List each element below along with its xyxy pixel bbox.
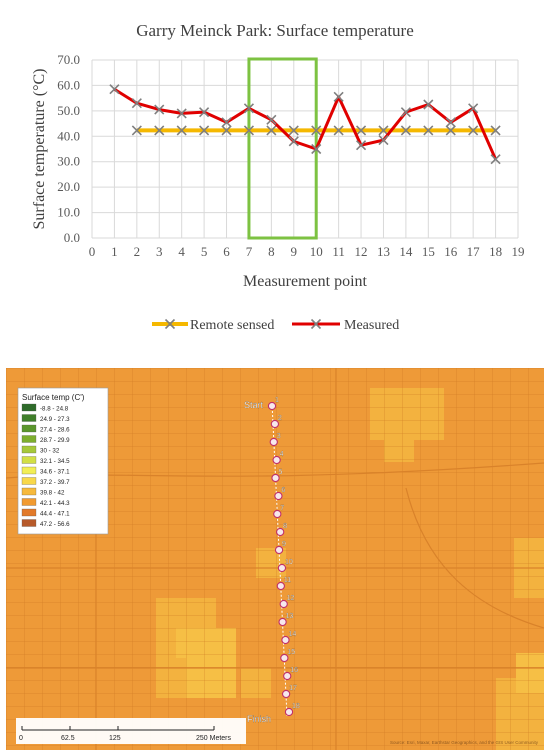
map-legend-label: 28.7 - 29.9 [40,437,70,444]
point-label: 12 [286,595,295,602]
x-tick-label: 5 [200,244,208,259]
map-legend-label: 30 - 32 [40,447,60,455]
point-label: 16 [290,667,299,674]
x-tick-label: 2 [133,244,141,259]
scale-label-250: 250 Meters [196,735,232,742]
x-tick-label: 0 [88,244,96,259]
map-attribution: Source: Esri, Maxar, Earthstar Geographics, and the GIS User Community [389,740,538,745]
map-legend-label: 39.8 - 42 [40,489,65,497]
map-legend-label: 34.6 - 37.1 [40,468,70,476]
map-legend-swatch [22,467,36,474]
point-label: 4 [279,451,284,458]
map-legend-swatch [22,478,36,485]
map-legend-swatch [22,457,36,464]
temperature-chart [0,0,550,350]
point-label: 10 [284,559,293,566]
point-label: 18 [292,703,300,710]
map-legend-swatch [22,499,36,506]
x-axis-label: Measurement point [243,273,367,290]
scale-bar [16,718,246,744]
x-tick-label: 11 [332,244,345,259]
map-legend-swatch [22,520,36,527]
y-tick-label: 20.0 [57,179,80,195]
map-legend-title: Surface temp (C') [22,393,85,402]
map-legend-swatch [22,446,36,453]
x-tick-label: 4 [178,244,185,259]
map-legend-label: 24.9 - 27.3 [40,416,70,423]
chart-legend [152,318,399,333]
finish-label: Finish [247,714,272,724]
y-tick-label: 40.0 [57,128,80,144]
y-axis-label: Surface temperature (°C) [31,68,48,230]
point-label: 13 [285,613,294,620]
map-legend-swatch [22,404,36,411]
map-legend-label: 47.2 - 56.6 [40,521,70,528]
x-tick-label: 18 [489,244,503,259]
x-tick-label: 9 [290,244,298,259]
map-legend-label: -8.8 - 24.8 [40,405,69,413]
x-tick-label: 10 [309,244,323,259]
series-layer [110,85,500,164]
point-label: 8 [283,523,288,530]
x-tick-label: 12 [354,244,368,259]
y-tick-label: 70.0 [57,52,80,67]
point-label: 17 [289,685,297,692]
x-tick-label: 7 [245,244,253,259]
y-tick-label: 0.0 [63,230,80,245]
scale-label-0: 0 [19,735,23,742]
point-label: 6 [281,487,286,494]
map-svg [6,368,544,750]
point-label: 15 [287,649,296,656]
point-label: 5 [278,469,283,476]
point-label: 7 [280,505,285,512]
legend-item-remote-sensed [152,318,274,333]
legend-label: Remote sensed [190,318,275,333]
map-legend-label: 27.4 - 28.6 [40,426,70,434]
surface-temperature-map [6,368,544,750]
map-legend-swatch [22,509,36,516]
series-line-measured [114,89,495,159]
chart-title: Garry Meinck Park: Surface temperature [136,21,414,40]
point-label: 2 [277,415,282,422]
chart-svg [0,0,550,350]
point-label: 1 [275,397,279,404]
map-legend-label: 37.2 - 39.7 [40,479,70,486]
x-tick-label: 16 [444,244,458,259]
axis-layer [57,52,524,259]
x-tick-label: 15 [421,244,435,259]
map-legend-swatch [22,415,36,422]
scale-label-62: 62.5 [61,735,75,742]
point-label: 14 [288,631,297,638]
map-legend-label: 44.4 - 47.1 [40,510,70,518]
map-legend-swatch [22,436,36,443]
map-legend-swatch [22,488,36,495]
map-legend-swatch [22,425,36,432]
map-legend [18,388,108,534]
x-tick-label: 6 [223,244,230,259]
grid-layer [92,60,518,238]
x-tick-label: 8 [268,244,275,259]
x-tick-label: 13 [376,244,390,259]
x-tick-label: 1 [111,244,118,259]
map-legend-label: 42.1 - 44.3 [40,500,70,507]
y-tick-label: 10.0 [57,204,80,220]
y-tick-label: 60.0 [57,77,80,93]
y-tick-label: 30.0 [57,153,80,169]
start-label: Start [244,400,264,410]
point-label: 3 [276,433,281,440]
x-tick-label: 19 [511,244,525,259]
point-label: 11 [283,577,292,584]
x-tick-label: 14 [399,244,413,259]
scale-label-125: 125 [109,735,121,742]
y-tick-label: 50.0 [57,102,80,118]
legend-label: Measured [344,318,400,333]
legend-item-measured [292,318,399,333]
point-label: 9 [282,541,286,548]
x-tick-label: 3 [156,244,163,259]
map-legend-label: 32.1 - 34.5 [40,458,70,465]
x-tick-label: 17 [466,244,480,259]
